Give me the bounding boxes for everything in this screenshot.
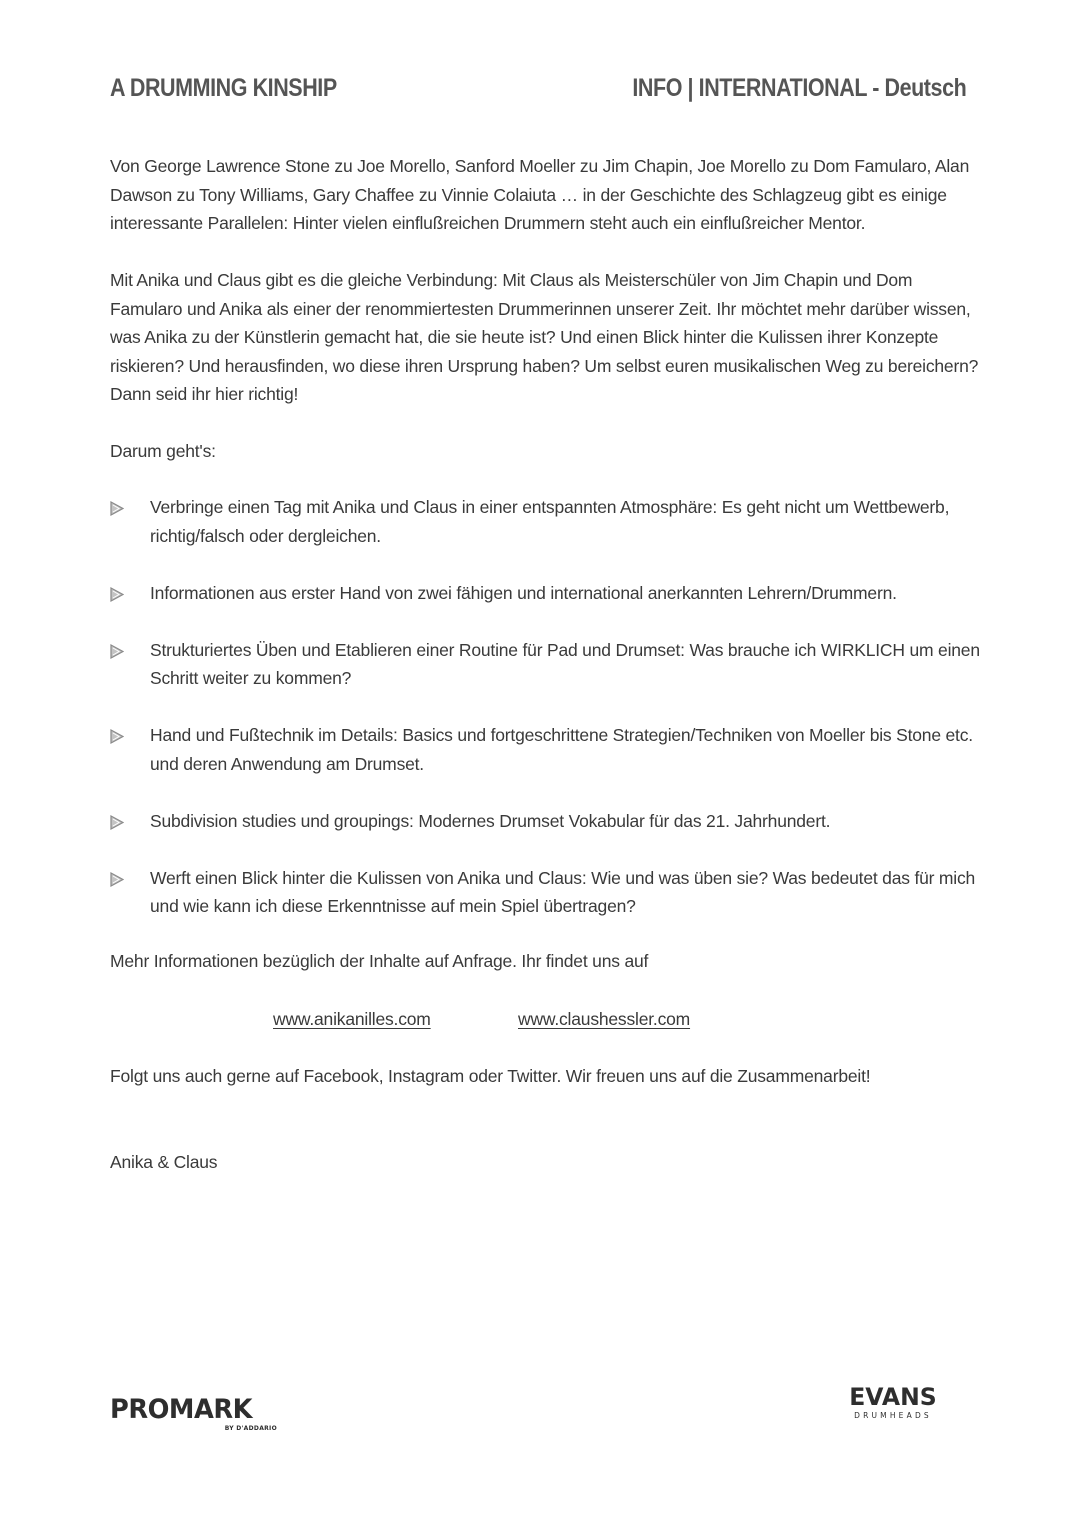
list-item [110, 864, 980, 921]
promark-logo [110, 1396, 285, 1436]
topic-list [110, 493, 980, 921]
list-item [110, 807, 980, 836]
triangle-arrow-icon [110, 501, 124, 516]
list-item-text: Hand und Fußtechnik im Details: Basics und fortgeschrittene Strategien/Techniken von Moeller bis Stone etc. und deren Anwendung am Drumset. [150, 725, 973, 774]
promark-logo-word: PROMARK [110, 1394, 253, 1425]
page-header [110, 74, 966, 110]
website-links [0, 1005, 1070, 1035]
list-item [110, 721, 980, 778]
evans-logo-word: EVANS [849, 1383, 937, 1411]
list-item-text: Werft einen Blick hinter die Kulissen von Anika und Claus: Wie und was üben sie? Was bedeutet das für mich und wie kann ich diese Erkenntnisse auf mein Spiel übertragen? [150, 867, 976, 916]
connection-paragraph: Mit Anika und Claus gibt es die gleiche Verbindung: Mit Claus als Meisterschüler von Jim Chapin und Dom Famularo und Anika als einer der renommiertesten Drummerinnen unserer Zeit. Ihr möchtet mehr darüber wissen, was Anika zu der Künstlerin gemacht hat, die sie heute ist? Und einen Blick hinter die Kulissen ihrer Konzepte riskieren? Und herausfinden, wo diese ihren Ursprung haben? Um selbst euren musikalischen Weg zu bereichern? Dann seid ihr hier richtig! [110, 270, 979, 404]
anika-website-link[interactable]: www.anikanilles.com [273, 1009, 431, 1029]
claus-website-link[interactable]: www.claushessler.com [518, 1009, 691, 1029]
list-item [110, 579, 980, 608]
list-item-text: Subdivision studies und groupings: Modernes Drumset Vokabular für das 21. Jahrhundert. [150, 810, 831, 831]
topics-heading: Darum geht's: [110, 441, 216, 461]
triangle-arrow-icon [110, 815, 124, 830]
list-item [110, 493, 980, 550]
list-item-text: Verbringe einen Tag mit Anika und Claus in einer entspannten Atmosphäre: Es geht nicht um Wettbewerb, richtig/falsch oder dergleichen. [150, 497, 950, 546]
triangle-arrow-icon [110, 587, 124, 602]
list-item-text: Strukturiertes Üben und Etablieren einer Routine für Pad und Drumset: Was brauche ich WIRKLICH um einen Schritt weiter zu kommen? [150, 639, 980, 688]
list-item [110, 636, 980, 693]
follow-text: Folgt uns auch gerne auf Facebook, Instagram oder Twitter. Wir freuen uns auf die Zusammenarbeit! [110, 1066, 871, 1086]
evans-logo-sub: DRUMHEADS [854, 1411, 932, 1420]
list-item-text: Informationen aus erster Hand von zwei fähigen und international anerkannten Lehrern/Drummern. [150, 582, 897, 603]
triangle-arrow-icon [110, 644, 124, 659]
more-info-text: Mehr Informationen bezüglich der Inhalte auf Anfrage. Ihr findet uns auf [110, 951, 649, 971]
evans-logo [837, 1384, 949, 1424]
document-title: A DRUMMING KINSHIP [110, 74, 337, 102]
intro-paragraph: Von George Lawrence Stone zu Joe Morello, Sanford Moeller zu Jim Chapin, Joe Morello zu Dom Famularo, Alan Dawson zu Tony Williams, Gary Chaffee zu Vinnie Colaiuta … in der Geschichte des Schlagzeug gibt es einige interessante Parallelen: Hinter vielen einflußreichen Drummern steht auch ein einflußreicher Mentor. [110, 156, 970, 233]
header-language-info: INFO | INTERNATIONAL - Deutsch [632, 74, 966, 102]
triangle-arrow-icon [110, 872, 124, 887]
signature: Anika & Claus [110, 1152, 218, 1172]
triangle-arrow-icon [110, 729, 124, 744]
promark-logo-sub: BY D'ADDARIO [224, 1425, 277, 1432]
